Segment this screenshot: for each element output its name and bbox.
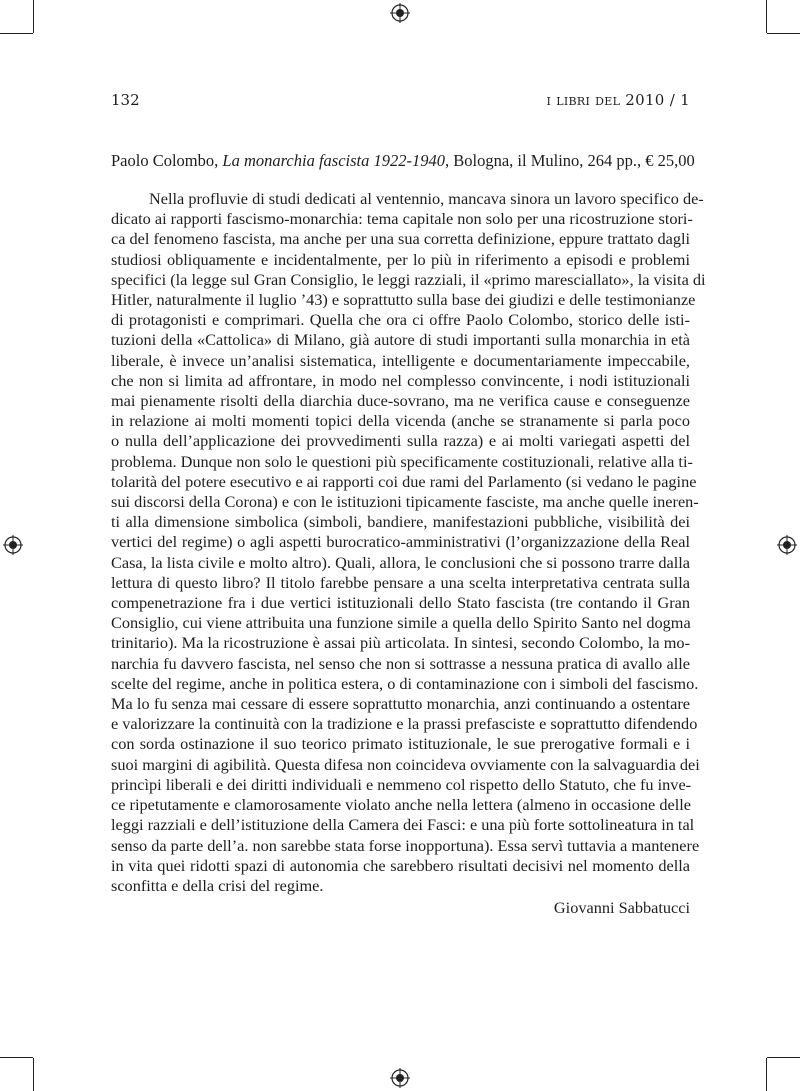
registration-mark-icon bbox=[777, 535, 797, 555]
body-line: ce ripetutamente e clamorosamente violato anche nella lettera (almeno in occasione delle bbox=[111, 795, 691, 815]
body-line: leggi razziali e dell’istituzione della Camera dei Fasci: e una più forte sottolineatura in tal bbox=[111, 815, 695, 835]
body-line: in vita quei ridotti spazi di autonomia che sarebbero risultati decisivi nel momento della bbox=[111, 855, 690, 875]
body-line: o nulla dell’applicazione dei provvedimenti sulla razza) e ai molti variegati aspetti del bbox=[111, 431, 690, 451]
crop-mark bbox=[766, 0, 767, 33]
body-line: ca del fenomeno fascista, ma anche per una sua corretta definizione, eppure trattato dagli bbox=[111, 229, 691, 249]
body-line: suoi margini di agibilità. Questa difesa non coincideva ovviamente con la salvaguardia dei bbox=[111, 754, 700, 774]
body-line: senso da parte dell’a. non sarebbe stata forse inopportuna). Essa servì tuttavia a mantenere bbox=[111, 835, 700, 855]
body-line: princìpi liberali e dei diritti individuali e nemmeno col rispetto dello Statuto, che fu inve- bbox=[111, 774, 692, 794]
body-line: dicato ai rapporti fascismo-monarchia: tema capitale non solo per una ricostruzione stori- bbox=[111, 209, 693, 229]
crop-mark bbox=[766, 1058, 767, 1091]
crop-mark bbox=[0, 33, 33, 34]
body-line: scelte del regime, anche in politica estera, o di contaminazione con i simboli del fascismo. bbox=[111, 673, 699, 693]
body-line: che non si limita ad affrontare, in modo nel complesso convincente, i nodi istituzionali bbox=[111, 370, 690, 390]
body-line: e valorizzare la continuità con la tradizione e la prassi prefasciste e soprattutto difendendo bbox=[111, 714, 698, 734]
crop-mark bbox=[0, 1057, 33, 1058]
body-line: tuzioni della «Cattolica» di Milano, già autore di studi importanti sulla monarchia in età bbox=[111, 330, 690, 350]
body-line: compenetrazione fra i due vertici istituzionali dello Stato fascista (tre contando il Gran bbox=[111, 593, 690, 613]
body-line: studiosi obliquamente e incidentalmente, per lo più in riferimento a episodi e problemi bbox=[111, 249, 690, 269]
body-line: narchia fu davvero fascista, nel senso che non si sottrasse a nessuna pratica di avallo alle bbox=[111, 653, 690, 673]
body-line: sconfitta e della crisi del regime. bbox=[111, 875, 324, 895]
body-line: lettura di questo libro? Il titolo farebbe pensare a una scelta interpretativa centrata sulla bbox=[111, 572, 690, 592]
body-line: con sorda ostinazione il suo teorico primato istituzionale, le sue prerogative formali e i bbox=[111, 734, 690, 754]
running-head bbox=[111, 90, 690, 110]
citation-details: , Bologna, il Mulino, 264 pp., € 25,00 bbox=[445, 151, 695, 170]
body-line: liberale, è invece un’analisi sistematica, intelligente e documentariamente impeccabile, bbox=[111, 350, 690, 370]
body-line: sui discorsi della Corona) e con le istituzioni tipicamente fasciste, ma anche quelle ineren- bbox=[111, 492, 699, 512]
book-page bbox=[111, 90, 706, 918]
body-line: di protagonisti e comprimari. Quella che ora ci offre Paolo Colombo, storico delle isti- bbox=[111, 310, 690, 330]
registration-mark-icon bbox=[390, 3, 410, 23]
body-line: tolarità del potere esecutivo e ai rapporti coi due rami del Parlamento (si vedano le pagine bbox=[111, 471, 697, 491]
crop-mark bbox=[767, 1057, 800, 1058]
body-line: Casa, la lista civile e molto altro). Quali, allora, le conclusioni che si possono trarre dalla bbox=[111, 552, 690, 572]
body-line: mai pienamente risolti della diarchia duce-sovrano, ma ne verifica cause e conseguenze bbox=[111, 391, 690, 411]
book-citation bbox=[111, 150, 695, 171]
reviewer-signature: Giovanni Sabbatucci bbox=[553, 898, 690, 918]
citation-author: Paolo Colombo, bbox=[111, 151, 223, 170]
review-body bbox=[111, 189, 706, 896]
body-line: Hitler, naturalmente il luglio ’43) e soprattutto sulla base dei giudizi e delle testimonianze bbox=[111, 290, 696, 310]
body-line: trinitario). Ma la ricostruzione è assai più articolata. In sintesi, secondo Colombo, la mo- bbox=[111, 633, 690, 653]
body-line: Consiglio, cui viene attribuita una funzione simile a quella dello Spirito Santo nel dogma bbox=[111, 613, 691, 633]
body-line: in relazione ai molti momenti topici della vicenda (anche se stranamente si parla poco bbox=[111, 411, 690, 431]
body-line: problema. Dunque non solo le questioni più specificamente costituzionali, relative alla ti- bbox=[111, 451, 693, 471]
registration-mark-icon bbox=[390, 1068, 410, 1088]
citation-title: La monarchia fascista 1922-1940 bbox=[222, 151, 445, 170]
body-line: vertici del regime) o agli aspetti burocratico-amministrativi (l’organizzazione della Real bbox=[111, 532, 690, 552]
crop-mark bbox=[767, 33, 800, 34]
journal-issue: i libri del 2010 / 1 bbox=[546, 91, 690, 109]
page-number: 132 bbox=[111, 91, 140, 109]
crop-mark bbox=[33, 1058, 34, 1091]
body-line: Ma lo fu senza mai cessare di essere soprattutto monarchia, anzi continuando a ostentare bbox=[111, 694, 690, 714]
body-line: specifici (la legge sul Gran Consiglio, le leggi razziali, il «primo maresciallato», la visita di bbox=[111, 269, 706, 289]
body-line: ti alla dimensione simbolica (simboli, bandiere, manifestazioni pubbliche, visibilità dei bbox=[111, 512, 690, 532]
body-line: Nella profluvie di studi dedicati al ventennio, mancava sinora un lavoro specifico de- bbox=[149, 189, 704, 208]
registration-mark-icon bbox=[3, 535, 23, 555]
crop-mark bbox=[33, 0, 34, 33]
